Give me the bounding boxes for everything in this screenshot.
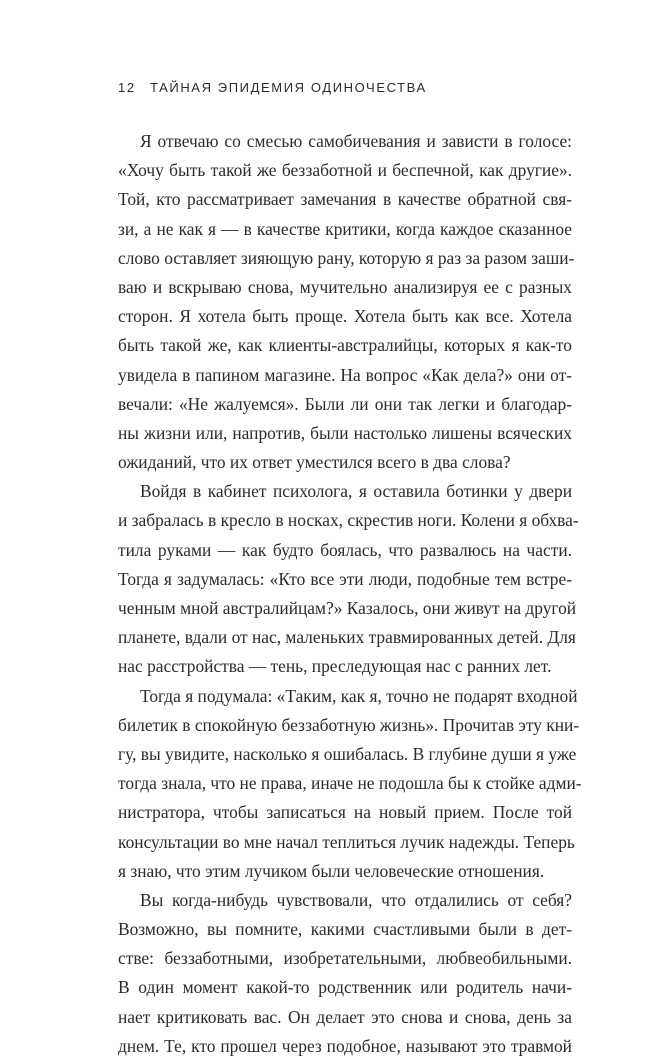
text-line: стве: беззаботными, изобретательными, любвеобильными. xyxy=(118,948,572,969)
running-head xyxy=(118,80,427,95)
text-line: зи, а не как я — в качестве критики, когда каждое сказанное xyxy=(118,218,572,239)
body-text xyxy=(118,127,582,1061)
text-line: увидела в папином магазине. На вопрос «Как дела?» они от- xyxy=(118,364,572,385)
text-line: Тогда я подумала: «Таким, как я, точно не подарят входной xyxy=(140,685,578,706)
paragraph xyxy=(118,127,575,477)
text-line: ны жизни или, напротив, были настолько лишены всяческих xyxy=(118,422,572,443)
text-line: ченным мной австралийцам?» Казалось, они живут на другой xyxy=(118,598,577,618)
text-line: В один момент какой-то родственник или родитель начи- xyxy=(118,977,572,998)
text-line: и забралась в кресло в носках, скрестив ноги. Колени я обхва- xyxy=(118,510,579,531)
text-line: «Хочу быть такой же беззаботной и беспечной, как другие». xyxy=(118,160,572,181)
text-line: тогда знала, что не права, иначе не подошла бы к стойке адми- xyxy=(118,773,582,794)
paragraph xyxy=(118,477,579,681)
text-line: нает критиковать вас. Он делает это снова и снова, день за xyxy=(118,1006,572,1027)
text-line: планете, вдали от нас, маленьких травмированных детей. Для xyxy=(118,627,576,648)
page-number: 12 xyxy=(118,80,136,95)
text-line: я знаю, что этим лучиком были человеческие отношения. xyxy=(118,860,545,881)
paragraph xyxy=(118,886,572,1061)
text-line: слово оставляет зияющую рану, которую я раз за разом заши- xyxy=(118,247,575,268)
text-line: гу, вы увидите, насколько я ошибалась. В глубине души я уже xyxy=(118,743,577,764)
text-line: Вы когда-нибудь чувствовали, что отдалились от себя? xyxy=(140,889,572,910)
text-line: нистратора, чтобы записаться на новый прием. После той xyxy=(118,802,572,823)
text-line: билетик в спокойную беззаботную жизнь». Прочитав эту кни- xyxy=(118,714,580,735)
running-title: ТАЙНАЯ ЭПИДЕМИЯ ОДИНОЧЕСТВА xyxy=(150,80,427,95)
text-line: Я отвечаю со смесью самобичевания и зависти в голосе: xyxy=(140,131,572,151)
text-line: быть такой же, как клиенты-австралийцы, которых я как-то xyxy=(118,335,572,356)
text-line: Той, кто рассматривает замечания в качестве обратной свя- xyxy=(118,189,572,210)
text-line: Тогда я задумалась: «Кто все эти люди, подобные тем встре- xyxy=(118,568,572,589)
text-line: Возможно, вы помните, какими счастливыми были в дет- xyxy=(118,919,572,940)
text-line: Войдя в кабинет психолога, я оставила ботинки у двери xyxy=(140,481,572,502)
paragraph xyxy=(118,682,582,886)
text-line: сторон. Я хотела быть проще. Хотела быть как все. Хотела xyxy=(118,306,572,327)
text-line: консультации во мне начал теплиться лучик надежды. Теперь xyxy=(118,831,575,852)
text-line: ваю и вскрываю снова, мучительно анализируя ее с разных xyxy=(118,276,572,297)
text-line: нас расстройства — тень, преследующая нас с ранних лет. xyxy=(118,656,552,677)
text-line: вечали: «Не жалуемся». Были ли они так легки и благодар- xyxy=(118,393,572,414)
text-line: тила руками — как будто боялась, что развалюсь на части. xyxy=(118,539,572,560)
text-line: ожиданий, что их ответ уместился всего в два слова? xyxy=(118,452,511,473)
text-line: днем. Те, кто прошел через подобное, называют это травмой xyxy=(118,1035,572,1056)
